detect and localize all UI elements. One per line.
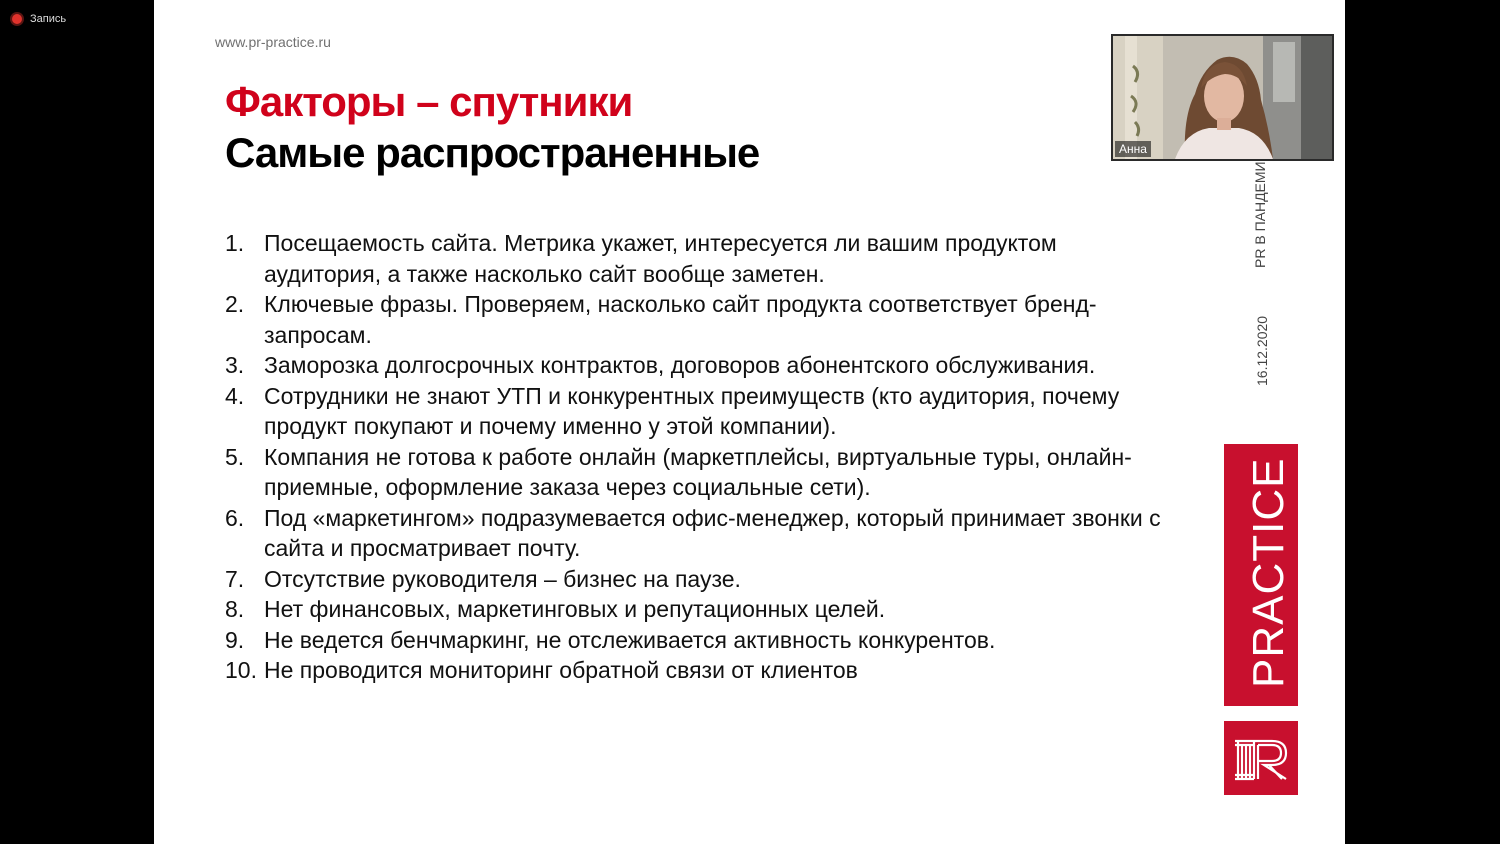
- item-text: Отсутствие руководителя – бизнес на паузе.: [264, 565, 741, 592]
- practice-banner: [1224, 444, 1298, 706]
- site-url: www.pr-practice.ru: [215, 34, 331, 50]
- side-caption: PR В ПАНДЕМИ: [1252, 161, 1268, 268]
- item-number: 8.: [225, 596, 245, 622]
- brand-logo: [1224, 721, 1298, 795]
- item-number: 1.: [225, 230, 245, 256]
- item-number: 10.: [225, 657, 257, 683]
- item-text: Заморозка долгосрочных контрактов, договоров абонентского обслуживания.: [264, 352, 1096, 378]
- recording-label: Запись: [30, 13, 67, 25]
- list-item: [225, 625, 1165, 656]
- list-item: [225, 228, 1165, 289]
- list-item: [225, 655, 1165, 686]
- list-item: [225, 503, 1165, 564]
- item-number: 3.: [225, 352, 245, 378]
- participant-video-tile[interactable]: [1111, 34, 1334, 161]
- list-item: [225, 442, 1165, 503]
- item-text: Под «маркетингом» подразумевается офис-менеджер, который принимает звонки с сайта и просматривает почту.: [264, 504, 1161, 561]
- item-number: 4.: [225, 382, 245, 409]
- item-text: Не проводится мониторинг обратной связи от клиентов: [264, 657, 858, 683]
- pr-logo-icon: [1224, 721, 1298, 795]
- item-number: 7.: [225, 565, 245, 592]
- list-item: [225, 564, 1165, 595]
- item-number: 6.: [225, 504, 245, 531]
- item-text: Компания не готова к работе онлайн (маркетплейсы, виртуальные туры, онлайн-приемные, оформление заказа через социальные сети).: [264, 443, 1132, 500]
- item-text: Нет финансовых, маркетинговых и репутационных целей.: [264, 596, 886, 622]
- list-item: [225, 350, 1165, 381]
- item-text: Посещаемость сайта. Метрика укажет, интересуется ли вашим продуктом аудитория, а также насколько сайт вообще заметен.: [264, 230, 1057, 287]
- item-text: Сотрудники не знают УТП и конкурентных преимуществ (кто аудитория, почему продукт покупают и почему именно у этой компании).: [264, 382, 1120, 439]
- list-item: [225, 381, 1165, 442]
- slide-title-primary: Факторы – спутники: [225, 78, 633, 125]
- record-icon: [12, 14, 22, 24]
- item-number: 5.: [225, 443, 245, 470]
- participant-name-tag: Анна: [1115, 141, 1151, 157]
- factor-list: [225, 228, 1165, 686]
- list-item: [225, 594, 1165, 625]
- slide-title-secondary: Самые распространенные: [225, 129, 760, 176]
- item-number: 2.: [225, 291, 245, 317]
- side-date: 16.12.2020: [1254, 315, 1270, 386]
- recording-indicator[interactable]: [12, 10, 66, 28]
- brand-word: PRACTICE: [1244, 457, 1293, 688]
- item-number: 9.: [225, 626, 245, 653]
- item-text: Ключевые фразы. Проверяем, насколько сайт продукта соответствует бренд-запросам.: [264, 291, 1097, 348]
- item-text: Не ведется бенчмаркинг, не отслеживается активность конкурентов.: [264, 626, 996, 653]
- list-item: [225, 289, 1165, 350]
